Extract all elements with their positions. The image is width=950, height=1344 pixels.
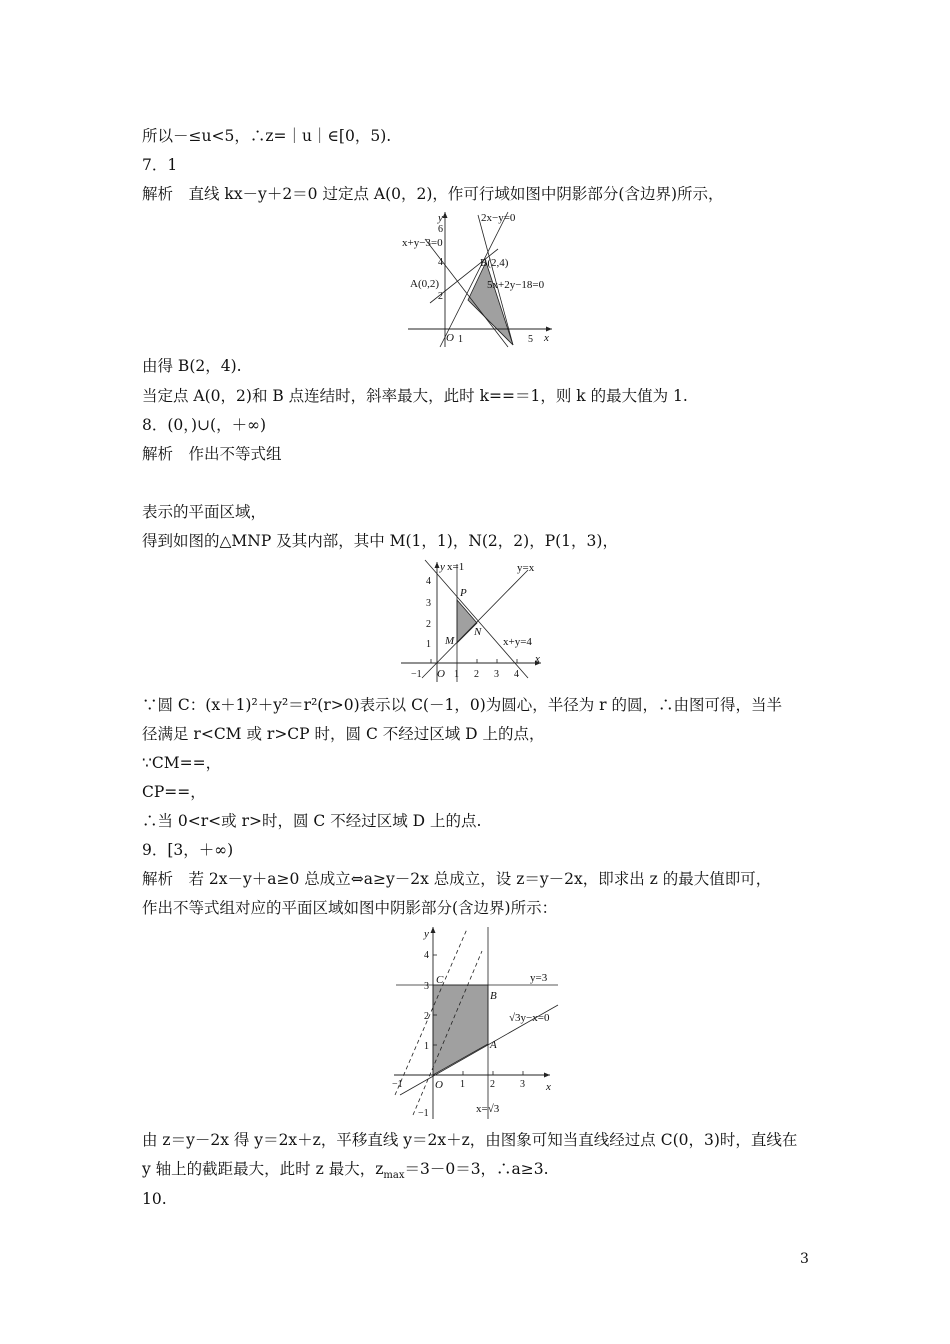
text-line: 解析 作出不等式组	[142, 445, 282, 463]
tick-label: 2	[474, 669, 479, 680]
line-label: x=√3	[476, 1103, 500, 1115]
line-label: √3y−x=0	[509, 1012, 550, 1024]
figure-3-svg	[390, 923, 565, 1121]
tick-label: 1	[426, 639, 431, 650]
tick-label: 2	[438, 291, 443, 302]
figure-triangle-mnp	[397, 558, 547, 684]
figure-1-svg	[400, 207, 560, 349]
point-label: M	[445, 635, 455, 647]
x-axis-label: x	[544, 332, 549, 344]
tick-label: 2	[426, 619, 431, 630]
x-axis-label: x	[546, 1081, 551, 1093]
text-line: 10.	[142, 1190, 167, 1208]
tick-label: 1	[424, 1041, 429, 1052]
text-segment: y 轴上的截距最大，此时 z 最大，z	[142, 1160, 384, 1178]
tick-label: 4	[424, 950, 429, 961]
text-line: 径满足 r<CM 或 r>CP 时，圆 C 不经过区域 D 上的点，	[142, 725, 545, 743]
text-line: 作出不等式组对应的平面区域如图中阴影部分(含边界)所示：	[142, 899, 558, 917]
line-label: y=x	[517, 562, 535, 574]
text-line: ∴当 0<r<或 r>时，圆 C 不经过区域 D 上的点.	[142, 812, 482, 830]
tick-label: 4	[426, 576, 431, 587]
y-axis-label: y	[424, 928, 429, 940]
tick-label: 1	[460, 1079, 465, 1090]
text-line: CP==，	[142, 783, 206, 801]
point-label: P	[460, 587, 467, 599]
point-label: B	[490, 990, 497, 1002]
y-axis-label: y	[438, 212, 443, 224]
text-line: 解析 若 2x－y＋a≥0 总成立⇔a≥y－2x 总成立，设 z＝y－2x，即求出 z 的最大值即可，	[142, 870, 772, 888]
text-line: 9．[3，＋∞)	[142, 841, 234, 859]
text-line: 8．(0，)∪(，＋∞)	[142, 416, 267, 434]
text-line: 所以－≤u<5，∴z=｜u｜∈[0，5).	[142, 127, 392, 145]
tick-label: 4	[438, 257, 443, 268]
tick-label: 3	[424, 981, 429, 992]
text-line: 表示的平面区域，	[142, 503, 267, 521]
tick-label: 3	[520, 1079, 525, 1090]
line-label: x=1	[447, 561, 465, 573]
tick-label: 5	[528, 334, 533, 345]
tick-label: 1	[454, 669, 459, 680]
line-label: x+y−3=0	[402, 237, 443, 249]
text-line: 由得 B(2，4).	[142, 357, 242, 375]
text-line: 解析 直线 kx－y＋2＝0 过定点 A(0，2)，作可行域如图中阴影部分(含边界)所示，	[142, 185, 724, 203]
tick-label: 2	[490, 1079, 495, 1090]
figure-feasible-region-2	[390, 923, 565, 1121]
text-line: ∵CM==，	[142, 754, 222, 772]
text-line: ∵圆 C：(x＋1)²＋y²＝r²(r>0)表示以 C(－1，0)为圆心，半径为 r 的圆，∴由图可得，当半	[142, 696, 783, 714]
tick-label: 1	[458, 334, 463, 345]
origin-label: O	[435, 1079, 443, 1091]
line-label: x+y=4	[503, 636, 532, 648]
text-line: 7．1	[142, 156, 178, 174]
y-axis-label: y	[440, 561, 445, 573]
tick-label: −1	[411, 669, 422, 680]
text-line: 由 z＝y－2x 得 y＝2x＋z，平移直线 y＝2x＋z，由图象可知当直线经过点 C(0，3)时，直线在	[142, 1131, 798, 1149]
point-label: B(2,4)	[480, 257, 509, 269]
tick-label: 3	[426, 598, 431, 609]
line-label: y=3	[530, 972, 548, 984]
point-label: A(0,2)	[410, 278, 440, 290]
tick-label: 6	[438, 224, 443, 235]
tick-label: 3	[494, 669, 499, 680]
line-label: 2x−y=0	[481, 212, 516, 224]
point-label: C	[436, 974, 444, 986]
tick-label: 4	[514, 669, 519, 680]
subscript: max	[383, 1170, 405, 1182]
line-label: 5x+2y−18=0	[487, 279, 545, 291]
figure-feasible-region-1	[400, 207, 560, 349]
page-number: 3	[800, 1251, 809, 1267]
point-label: A	[490, 1039, 497, 1051]
tick-label: −1	[418, 1108, 429, 1119]
point-label: N	[474, 626, 482, 638]
text-line: 当定点 A(0，2)和 B 点连结时，斜率最大，此时 k==＝1，则 k 的最大值为 1.	[142, 387, 688, 405]
origin-label: O	[446, 332, 454, 344]
x-axis-label: x	[535, 653, 540, 665]
tick-label: 2	[424, 1011, 429, 1022]
text-segment: ＝3－0＝3，∴a≥3.	[404, 1160, 549, 1178]
text-line	[142, 1159, 549, 1186]
tick-label: −1	[392, 1079, 403, 1090]
text-line: 得到如图的△MNP 及其内部，其中 M(1，1)，N(2，2)，P(1，3)，	[142, 532, 618, 550]
figure-2-svg	[397, 558, 547, 684]
origin-label: O	[437, 668, 445, 680]
